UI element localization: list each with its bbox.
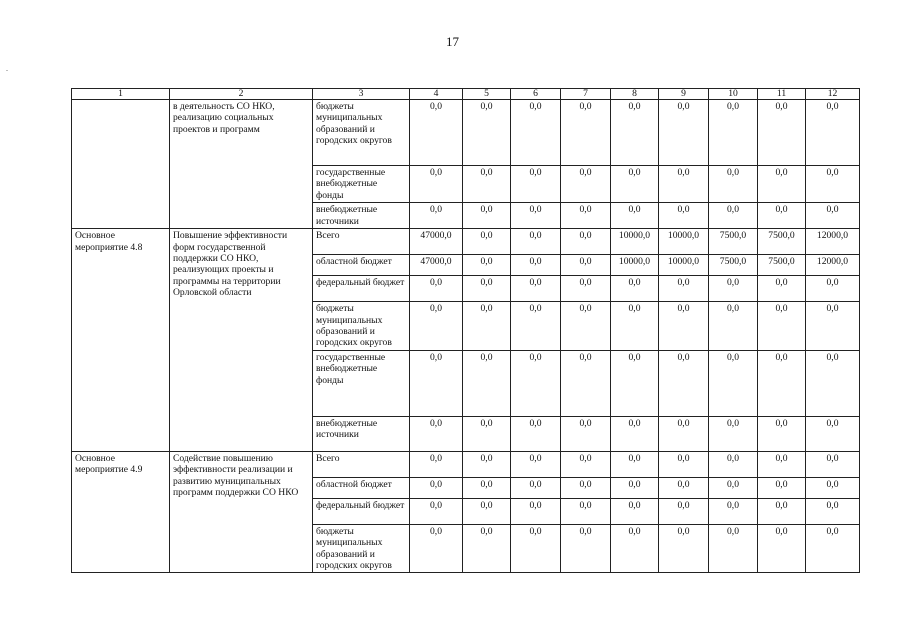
value-cell-col-4: 0,0 xyxy=(410,451,463,477)
value-cell-col-11: 0,0 xyxy=(758,524,806,573)
value-cell-col-4: 0,0 xyxy=(410,166,463,203)
funding-source-cell: федеральный бюджет xyxy=(313,276,410,302)
value-cell-col-5: 0,0 xyxy=(463,477,511,498)
column-header-10: 10 xyxy=(709,89,758,100)
value-cell-col-11: 7500,0 xyxy=(758,229,806,255)
value-cell-col-8: 0,0 xyxy=(611,524,659,573)
value-cell-col-11: 0,0 xyxy=(758,100,806,166)
value-cell-col-9: 0,0 xyxy=(659,302,709,351)
value-cell-col-9: 0,0 xyxy=(659,203,709,229)
value-cell-col-4: 0,0 xyxy=(410,302,463,351)
event-cell: Основное мероприятие 4.9 xyxy=(72,451,170,573)
value-cell-col-9: 0,0 xyxy=(659,524,709,573)
value-cell-col-10: 0,0 xyxy=(709,524,758,573)
value-cell-col-10: 0,0 xyxy=(709,416,758,451)
value-cell-col-5: 0,0 xyxy=(463,203,511,229)
column-header-11: 11 xyxy=(758,89,806,100)
funding-source-cell: областной бюджет xyxy=(313,477,410,498)
column-header-9: 9 xyxy=(659,89,709,100)
value-cell-col-11: 0,0 xyxy=(758,302,806,351)
table-row xyxy=(72,229,860,255)
margin-mark: . xyxy=(6,64,8,73)
value-cell-col-5: 0,0 xyxy=(463,166,511,203)
value-cell-col-12: 0,0 xyxy=(806,166,860,203)
value-cell-col-8: 10000,0 xyxy=(611,229,659,255)
value-cell-col-6: 0,0 xyxy=(511,451,561,477)
value-cell-col-6: 0,0 xyxy=(511,203,561,229)
value-cell-col-4: 0,0 xyxy=(410,524,463,573)
value-cell-col-6: 0,0 xyxy=(511,350,561,416)
value-cell-col-7: 0,0 xyxy=(561,166,611,203)
value-cell-col-8: 0,0 xyxy=(611,451,659,477)
value-cell-col-10: 0,0 xyxy=(709,166,758,203)
value-cell-col-8: 0,0 xyxy=(611,203,659,229)
value-cell-col-7: 0,0 xyxy=(561,498,611,524)
value-cell-col-6: 0,0 xyxy=(511,416,561,451)
value-cell-col-11: 0,0 xyxy=(758,416,806,451)
table-body xyxy=(72,100,860,573)
description-cell: в деятельность СО НКО, реализацию социальных проектов и программ xyxy=(170,100,313,229)
header-row xyxy=(72,89,860,100)
value-cell-col-10: 0,0 xyxy=(709,350,758,416)
value-cell-col-4: 0,0 xyxy=(410,276,463,302)
value-cell-col-10: 0,0 xyxy=(709,451,758,477)
value-cell-col-5: 0,0 xyxy=(463,416,511,451)
value-cell-col-7: 0,0 xyxy=(561,255,611,276)
funding-source-cell: бюджеты муниципальных образований и городских округов xyxy=(313,302,410,351)
value-cell-col-7: 0,0 xyxy=(561,276,611,302)
value-cell-col-5: 0,0 xyxy=(463,255,511,276)
value-cell-col-9: 0,0 xyxy=(659,477,709,498)
value-cell-col-11: 0,0 xyxy=(758,350,806,416)
value-cell-col-9: 0,0 xyxy=(659,166,709,203)
column-header-6: 6 xyxy=(511,89,561,100)
funding-source-cell: областной бюджет xyxy=(313,255,410,276)
value-cell-col-11: 0,0 xyxy=(758,203,806,229)
funding-source-cell: внебюджетные источники xyxy=(313,416,410,451)
value-cell-col-11: 0,0 xyxy=(758,477,806,498)
value-cell-col-7: 0,0 xyxy=(561,302,611,351)
value-cell-col-6: 0,0 xyxy=(511,498,561,524)
value-cell-col-12: 0,0 xyxy=(806,203,860,229)
value-cell-col-11: 0,0 xyxy=(758,451,806,477)
value-cell-col-5: 0,0 xyxy=(463,524,511,573)
value-cell-col-10: 7500,0 xyxy=(709,255,758,276)
value-cell-col-8: 0,0 xyxy=(611,477,659,498)
value-cell-col-4: 0,0 xyxy=(410,203,463,229)
value-cell-col-4: 0,0 xyxy=(410,416,463,451)
value-cell-col-5: 0,0 xyxy=(463,498,511,524)
description-cell: Содействие повышению эффективности реализации и развитию муниципальных программ поддержки СО НКО xyxy=(170,451,313,573)
value-cell-col-9: 0,0 xyxy=(659,416,709,451)
value-cell-col-7: 0,0 xyxy=(561,100,611,166)
column-header-8: 8 xyxy=(611,89,659,100)
table-row xyxy=(72,451,860,477)
value-cell-col-12: 0,0 xyxy=(806,302,860,351)
value-cell-col-5: 0,0 xyxy=(463,451,511,477)
value-cell-col-10: 0,0 xyxy=(709,100,758,166)
budget-table xyxy=(71,88,860,573)
event-cell xyxy=(72,100,170,229)
value-cell-col-12: 12000,0 xyxy=(806,255,860,276)
column-header-3: 3 xyxy=(313,89,410,100)
value-cell-col-6: 0,0 xyxy=(511,276,561,302)
column-header-7: 7 xyxy=(561,89,611,100)
value-cell-col-6: 0,0 xyxy=(511,166,561,203)
funding-source-cell: внебюджетные источники xyxy=(313,203,410,229)
value-cell-col-7: 0,0 xyxy=(561,477,611,498)
value-cell-col-4: 0,0 xyxy=(410,350,463,416)
value-cell-col-7: 0,0 xyxy=(561,524,611,573)
value-cell-col-11: 7500,0 xyxy=(758,255,806,276)
value-cell-col-7: 0,0 xyxy=(561,229,611,255)
value-cell-col-9: 0,0 xyxy=(659,498,709,524)
value-cell-col-9: 0,0 xyxy=(659,451,709,477)
value-cell-col-5: 0,0 xyxy=(463,276,511,302)
value-cell-col-4: 47000,0 xyxy=(410,229,463,255)
value-cell-col-11: 0,0 xyxy=(758,498,806,524)
value-cell-col-12: 0,0 xyxy=(806,100,860,166)
value-cell-col-10: 0,0 xyxy=(709,276,758,302)
value-cell-col-8: 10000,0 xyxy=(611,255,659,276)
value-cell-col-12: 0,0 xyxy=(806,416,860,451)
value-cell-col-12: 0,0 xyxy=(806,477,860,498)
value-cell-col-4: 0,0 xyxy=(410,100,463,166)
value-cell-col-7: 0,0 xyxy=(561,416,611,451)
funding-source-cell: Всего xyxy=(313,451,410,477)
value-cell-col-6: 0,0 xyxy=(511,302,561,351)
value-cell-col-4: 47000,0 xyxy=(410,255,463,276)
column-header-4: 4 xyxy=(410,89,463,100)
value-cell-col-12: 0,0 xyxy=(806,498,860,524)
value-cell-col-6: 0,0 xyxy=(511,100,561,166)
value-cell-col-12: 0,0 xyxy=(806,524,860,573)
value-cell-col-10: 0,0 xyxy=(709,477,758,498)
funding-source-cell: государственные внебюджетные фонды xyxy=(313,166,410,203)
column-header-12: 12 xyxy=(806,89,860,100)
column-header-1: 1 xyxy=(72,89,170,100)
value-cell-col-6: 0,0 xyxy=(511,524,561,573)
value-cell-col-8: 0,0 xyxy=(611,276,659,302)
funding-source-cell: бюджеты муниципальных образований и городских округов xyxy=(313,100,410,166)
column-header-2: 2 xyxy=(170,89,313,100)
value-cell-col-8: 0,0 xyxy=(611,302,659,351)
value-cell-col-9: 0,0 xyxy=(659,276,709,302)
value-cell-col-5: 0,0 xyxy=(463,100,511,166)
funding-source-cell: бюджеты муниципальных образований и городских округов xyxy=(313,524,410,573)
value-cell-col-8: 0,0 xyxy=(611,350,659,416)
funding-source-cell: государственные внебюджетные фонды xyxy=(313,350,410,416)
value-cell-col-11: 0,0 xyxy=(758,166,806,203)
value-cell-col-7: 0,0 xyxy=(561,451,611,477)
description-cell: Повышение эффективности форм государственной поддержки СО НКО, реализующих проекты и программы на территории Орловской области xyxy=(170,229,313,452)
value-cell-col-4: 0,0 xyxy=(410,498,463,524)
value-cell-col-10: 0,0 xyxy=(709,203,758,229)
value-cell-col-8: 0,0 xyxy=(611,416,659,451)
value-cell-col-10: 0,0 xyxy=(709,302,758,351)
value-cell-col-8: 0,0 xyxy=(611,100,659,166)
value-cell-col-9: 0,0 xyxy=(659,350,709,416)
value-cell-col-11: 0,0 xyxy=(758,276,806,302)
value-cell-col-9: 10000,0 xyxy=(659,255,709,276)
value-cell-col-9: 0,0 xyxy=(659,100,709,166)
column-header-5: 5 xyxy=(463,89,511,100)
value-cell-col-7: 0,0 xyxy=(561,203,611,229)
value-cell-col-10: 7500,0 xyxy=(709,229,758,255)
value-cell-col-5: 0,0 xyxy=(463,350,511,416)
value-cell-col-5: 0,0 xyxy=(463,302,511,351)
table-row xyxy=(72,100,860,166)
value-cell-col-6: 0,0 xyxy=(511,229,561,255)
value-cell-col-4: 0,0 xyxy=(410,477,463,498)
value-cell-col-12: 0,0 xyxy=(806,451,860,477)
value-cell-col-9: 10000,0 xyxy=(659,229,709,255)
page-number: 17 xyxy=(446,34,459,49)
value-cell-col-10: 0,0 xyxy=(709,498,758,524)
value-cell-col-12: 0,0 xyxy=(806,350,860,416)
value-cell-col-7: 0,0 xyxy=(561,350,611,416)
value-cell-col-12: 12000,0 xyxy=(806,229,860,255)
value-cell-col-5: 0,0 xyxy=(463,229,511,255)
event-cell: Основное мероприятие 4.8 xyxy=(72,229,170,452)
value-cell-col-6: 0,0 xyxy=(511,477,561,498)
value-cell-col-12: 0,0 xyxy=(806,276,860,302)
funding-source-cell: Всего xyxy=(313,229,410,255)
funding-source-cell: федеральный бюджет xyxy=(313,498,410,524)
value-cell-col-6: 0,0 xyxy=(511,255,561,276)
value-cell-col-8: 0,0 xyxy=(611,166,659,203)
value-cell-col-8: 0,0 xyxy=(611,498,659,524)
